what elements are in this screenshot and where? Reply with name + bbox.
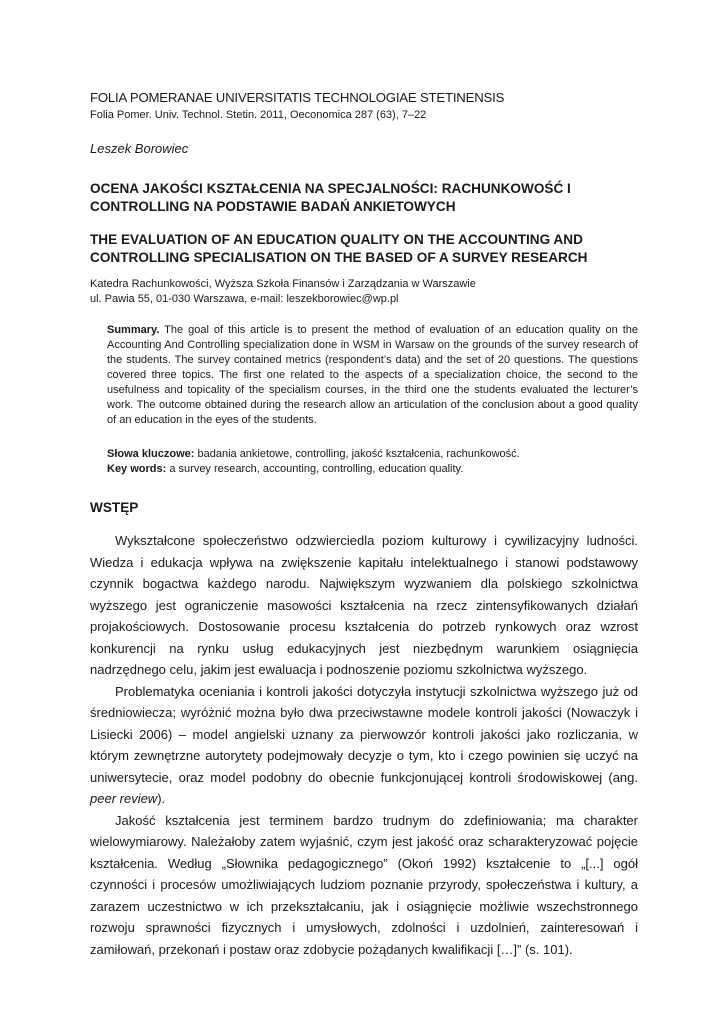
abstract [107,323,638,428]
paragraph-2-end: ). [157,791,166,806]
title-polish: OCENA JAKOŚCI KSZTAŁCENIA NA SPECJALNOŚCI: RACHUNKOWOŚĆ I CONTROLLING NA PODSTAWIE BADAŃ ANKIETOWYCH [90,181,571,214]
paragraph-1: Wykształcone społeczeństwo odzwierciedla poziom kulturowy i cywilizacyjny ludności. Wiedza i edukacja wpływa na zwiększenie kapitału intelektualnego i stanowi podstawowy czynnik bogactwa każdego narodu. Największym wyzwaniem dla polskiego szkolnictwa wyższego jest ograniczenie masowości kształcenia na rzecz zintensyfikowanych działań projakościowych. Dostosowanie procesu kształcenia do potrzeb rynkowych oraz wzrost konkurencji na rynku usług edukacyjnych jest niezbędnym warunkiem osiągnięcia nadrzędnego celu, jakim jest ewaluacja i podnoszenie poziomu szkolnictwa wyższego. [90,533,638,677]
section-heading: WSTĘP [90,500,139,515]
author-name: Leszek Borowiec [90,141,189,156]
paragraph-2 [90,681,638,810]
summary-text: The goal of this article is to present the method of evaluation of an education quality on the Accounting And Controlling specialization done in WSM in Warsaw on the grounds of the survey research of the students. The survey contained metrics (respondent’s data) and the set of 20 questions. The questions covered three topics. The first one related to the aspects of a specialization choice, the second to the usefulness and topicality of the specialism courses, in the third one the students evaluated the lecturer’s work. The outcome obtained during the research allow an articulation of the conclusion about a good quality of an education in the eyes of the students. [107,324,638,426]
keywords-en-text: a survey research, accounting, controlling, education quality. [169,463,464,475]
journal-name: FOLIA POMERANAE UNIVERSITATIS TECHNOLOGIAE STETINENSIS [90,90,505,105]
affiliation-line-1: Katedra Rachunkowości, Wyższa Szkoła Finansów i Zarządzania w Warszawie [90,278,476,290]
paragraph-3: Jakość kształcenia jest terminem bardzo trudnym do zdefiniowania; ma charakter wielowymiarowy. Należałoby zatem wyjaśnić, czym jest jakość oraz scharakteryzować pojęcie kształcenia. Według „Słownika pedagogicznego” (Okoń 1992) kształcenie to „[...] ogół czynności i procesów umożliwiających ludziom poznanie przyrody, społeczeństwa i kultury, a zarazem uczestnictwo w ich przekształcaniu, jak i osiągnięcie możliwie wszechstronnego rozwoju sprawności fizycznych i umysłowych, zdolności i uzdolnień, zainteresowań i zamiłowań, przekonań i postaw oraz zdobycie pożądanych kwalifikacji […]” (s. 101). [90,812,638,957]
keywords-english [107,462,638,477]
keywords-pl-label: Słowa kluczowe: [107,448,195,460]
affiliation [90,277,476,307]
title-english: THE EVALUATION OF AN EDUCATION QUALITY ON THE ACCOUNTING AND CONTROLLING SPECIALISATION ON THE BASED OF A SURVEY RESEARCH [90,232,588,265]
keywords-pl-text: badania ankietowe, controlling, jakość kształcenia, rachunkowość. [197,448,520,460]
affiliation-line-2: ul. Pawia 55, 01-030 Warszawa, e-mail: leszekborowiec@wp.pl [90,293,399,305]
paragraph-2-start: Problematyka oceniania i kontroli jakości dotyczyła instytucji szkolnictwa wyższego już od średniowiecza; wyróżnić można było dwa przeciwstawne modele kontroli jakości (Nowaczyk i Lisiecki 2006) – model angielski uznany za pierwowzór kontroli jakości jako rozliczania, w którym zewnętrzne autorytety podejmowały decyzje o tym, kto i czego powinien się uczyć na uniwersytecie, oraz model podobny do obecnie funkcjonującej kontroli środowiskowej (ang. [90,683,638,785]
journal-citation: Folia Pomer. Univ. Technol. Stetin. 2011, Oeconomica 287 (63), 7–22 [90,109,427,121]
keywords-en-label: Key words: [107,463,167,475]
paragraph-2-italic: peer review [90,791,158,806]
body-text [90,530,638,960]
keywords [107,447,638,477]
keywords-polish [107,447,638,462]
summary-label: Summary. [107,324,160,336]
